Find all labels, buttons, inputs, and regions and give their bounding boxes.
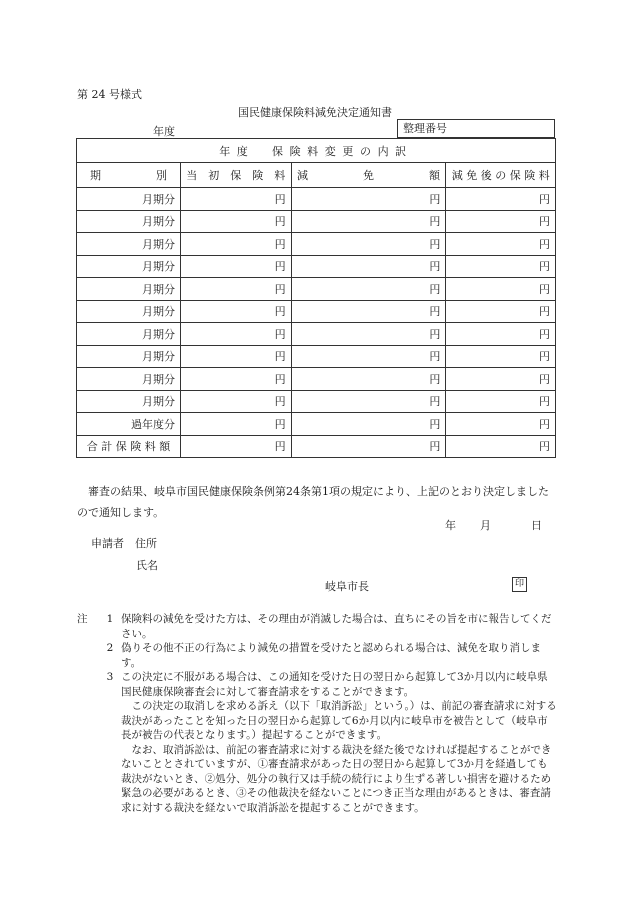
reduction-cell: 円: [291, 345, 446, 368]
after-cell: 円: [446, 278, 556, 301]
note-number: 1: [106, 613, 114, 625]
reduction-cell: 円: [291, 255, 446, 278]
table-row: [77, 210, 556, 233]
initial-cell: 円: [181, 210, 292, 233]
table-row: [77, 413, 556, 436]
note-item: [77, 670, 557, 699]
header-reduction: 減 免 額: [291, 163, 446, 188]
table-row: [77, 368, 556, 391]
table-row: [77, 233, 556, 256]
applicant-address-label: 申請者 住所: [91, 537, 157, 550]
period-cell: 月期分: [77, 300, 181, 323]
reference-number-label: 整理番号: [403, 122, 447, 135]
reduction-cell: 円: [291, 300, 446, 323]
date-day: 日: [531, 519, 542, 532]
form-number: 第 24 号様式: [77, 88, 142, 101]
reduction-cell: 円: [291, 323, 446, 346]
body-text: 審査の結果、岐阜市国民健康保険条例第24条第1項の規定により、上記のとおり決定しましたので通知します。: [77, 485, 549, 519]
total-reduction: 円: [291, 435, 446, 458]
note-text: 保険料の減免を受けた方は、その理由が消滅した場合は、直ちにその旨を市に報告してください。: [121, 613, 552, 640]
reduction-cell: 円: [291, 390, 446, 413]
note-paragraph: この決定の取消しを求める訴え（以下「取消訴訟」という。）は、前記の審査請求に対する裁決があったことを知った日の翌日から起算して6か月以内に岐阜市を被告として（岐阜市長が被告の代表となります。）提起することができます。: [121, 700, 557, 741]
notes-label: 注: [77, 613, 88, 625]
header-after: 減 免 後 の 保 険 料: [446, 163, 556, 188]
initial-cell: 円: [181, 345, 292, 368]
initial-cell: 円: [181, 323, 292, 346]
total-initial: 円: [181, 435, 292, 458]
header-initial: 当 初 保 険 料: [181, 163, 292, 188]
note-item: [77, 612, 557, 641]
table-row: [77, 345, 556, 368]
applicant-name-label: 氏名: [136, 559, 158, 572]
reduction-cell: 円: [291, 278, 446, 301]
total-row: [77, 435, 556, 458]
after-cell: 円: [446, 345, 556, 368]
period-cell: 月期分: [77, 345, 181, 368]
note-number: 2: [106, 642, 114, 654]
period-cell: 月期分: [77, 188, 181, 211]
date-line: [445, 517, 542, 533]
mayor-label: 岐阜市長: [325, 580, 369, 593]
reduction-cell: 円: [291, 368, 446, 391]
reduction-cell: 円: [291, 233, 446, 256]
initial-cell: 円: [181, 368, 292, 391]
after-cell: 円: [446, 390, 556, 413]
table-row: [77, 300, 556, 323]
seal-mark: 印: [512, 577, 527, 592]
period-cell: 月期分: [77, 278, 181, 301]
initial-cell: 円: [181, 188, 292, 211]
premium-breakdown-table: [76, 138, 556, 458]
date-month: 月: [480, 519, 491, 532]
table-row: [77, 390, 556, 413]
after-cell: 円: [446, 255, 556, 278]
note-paragraph: なお、取消訴訟は、前記の審査請求に対する裁決を経た後でなければ提起することができないこととされていますが、①審査請求があった日の翌日から起算して3か月を経過しても裁決がないとき、②処分、処分の執行又は手続の続行により生ずる著しい損害を避けるため緊急の必要があるとき、③その他裁決を経ないことにつき正当な理由があるときは、審査請求に対する裁決を経ないで取消訴訟を提起することができます。: [121, 743, 552, 814]
initial-cell: 円: [181, 413, 292, 436]
period-cell: 月期分: [77, 323, 181, 346]
reduction-cell: 円: [291, 188, 446, 211]
total-after: 円: [446, 435, 556, 458]
header-period: 期 別: [77, 163, 181, 188]
period-cell: 月期分: [77, 233, 181, 256]
date-year: 年: [445, 519, 456, 532]
after-cell: 円: [446, 210, 556, 233]
table-row: [77, 188, 556, 211]
initial-cell: 円: [181, 278, 292, 301]
period-cell: 月期分: [77, 390, 181, 413]
total-label: 合 計 保 険 料 額: [77, 435, 181, 458]
note-number: 3: [106, 671, 114, 683]
year-label: 年度: [153, 125, 175, 138]
note-item: [77, 641, 557, 670]
initial-cell: 円: [181, 390, 292, 413]
note-text: この決定に不服がある場合は、この通知を受けた日の翌日から起算して3か月以内に岐阜県国民健康保険審査会に対して審査請求をすることができます。: [121, 671, 548, 698]
period-cell: 月期分: [77, 368, 181, 391]
after-cell: 円: [446, 323, 556, 346]
note-text: 偽りその他不正の行為により減免の措置を受けたと認められる場合は、減免を取り消します。: [121, 642, 541, 669]
reduction-cell: 円: [291, 413, 446, 436]
after-cell: 円: [446, 368, 556, 391]
period-cell: 月期分: [77, 210, 181, 233]
reduction-cell: 円: [291, 210, 446, 233]
notes-section: [77, 612, 557, 815]
after-cell: 円: [446, 233, 556, 256]
table-row: [77, 323, 556, 346]
after-cell: 円: [446, 413, 556, 436]
after-cell: 円: [446, 188, 556, 211]
table-row: [77, 278, 556, 301]
initial-cell: 円: [181, 233, 292, 256]
period-cell: 月期分: [77, 255, 181, 278]
reference-number-box: [397, 119, 555, 138]
table-row: [77, 255, 556, 278]
initial-cell: 円: [181, 255, 292, 278]
after-cell: 円: [446, 300, 556, 323]
table-band-title: 年度 保険料変更の内訳: [77, 139, 556, 163]
period-cell: 過年度分: [77, 413, 181, 436]
document-title: 国民健康保険料減免決定通知書: [238, 106, 392, 119]
initial-cell: 円: [181, 300, 292, 323]
